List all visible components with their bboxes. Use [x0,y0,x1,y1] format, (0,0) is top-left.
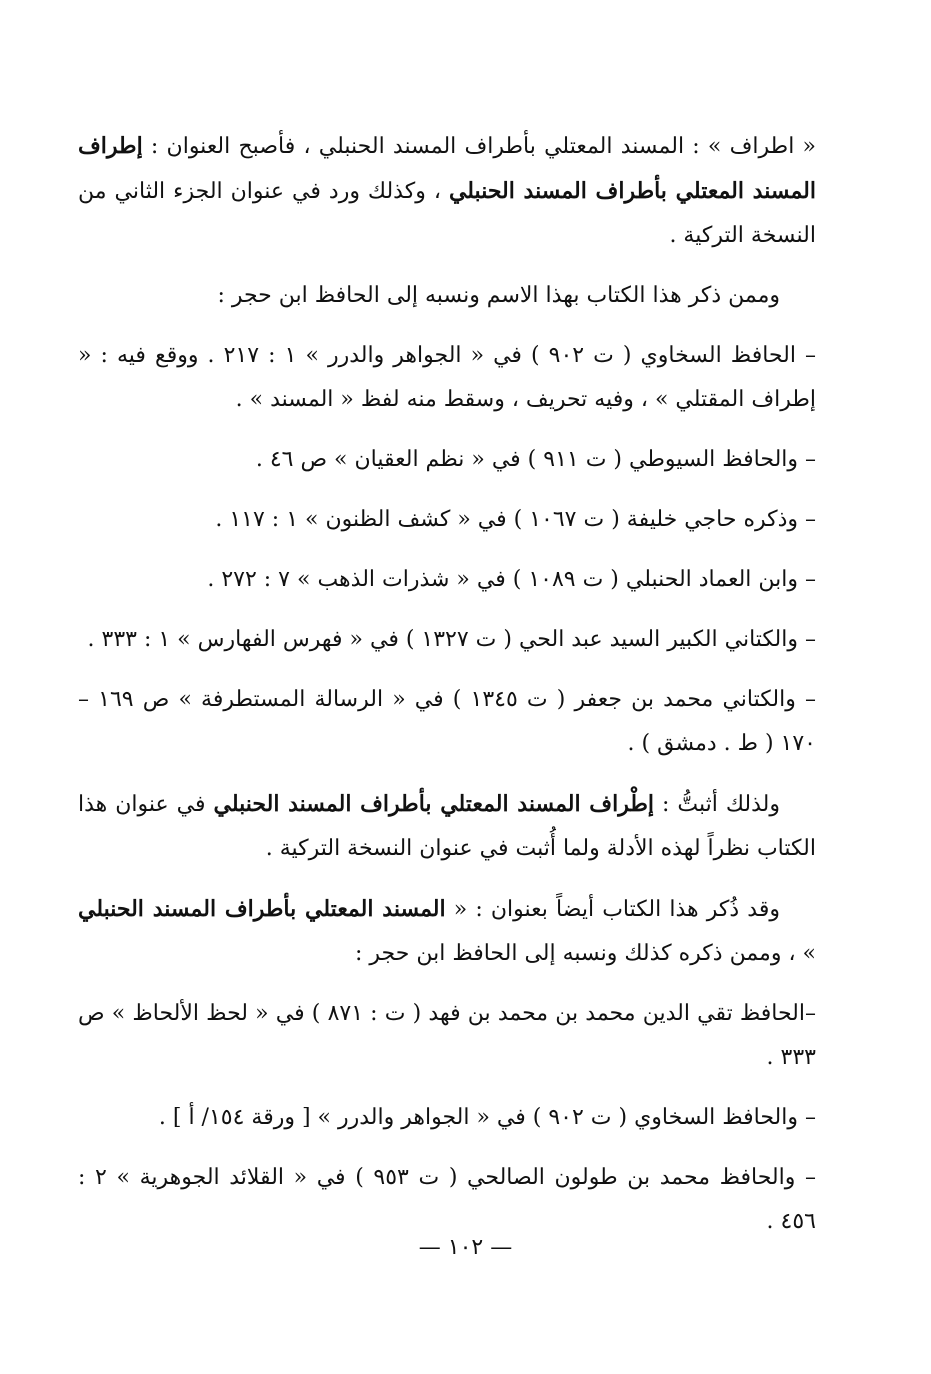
text-segment: – وابن العماد الحنبلي ( ت ١٠٨٩ ) في « شذرات الذهب » ٧ : ٢٧٢ . [207,567,816,592]
paragraph-conclusion [78,782,816,871]
bold-title-segment: المسند المعتلي بأطراف المسند الحنبلي [78,896,446,922]
text-segment: – والحافظ السخاوي ( ت ٩٠٢ ) في « الجواهر والدرر » [ ورقة ١٥٤/ أ ] . [158,1105,816,1130]
reference-item-5 [78,618,816,662]
reference-item-7 [78,992,816,1080]
text-segment: ، وكذلك ورد في عنوان الجزء الثاني من النسخة التركية . [78,179,816,248]
text-segment: – الحافظ السخاوي ( ت ٩٠٢ ) في « الجواهر والدرر » ١ : ٢١٧ . ووقع فيه : « إطراف المقتلي » ، وفيه تحريف ، وسقط منه لفظ « المسند » . [78,343,816,412]
reference-item-3 [78,498,816,542]
reference-item-8 [78,1096,816,1140]
paragraph-2 [78,274,816,318]
paragraph-1 [78,124,816,258]
text-segment: – والحافظ محمد بن طولون الصالحي ( ت ٩٥٣ ) في « القلائد الجوهرية » ٢ : ٤٥٦ . [78,1165,817,1234]
body-text [78,124,816,1260]
paragraph-alt-title [78,887,816,976]
bold-title-segment: إطْراف المسند المعتلي بأطراف المسند الحنبلي [213,791,654,817]
page-number: — ١٠٢ — [418,1235,513,1260]
text-segment: – والكتاني محمد بن جعفر ( ت ١٣٤٥ ) في « الرسالة المستطرفة » ص ١٦٩ – ١٧٠ ( ط . دمشق ) . [78,687,816,756]
text-segment: « اطراف » : المسند المعتلي بأطراف المسند الحنبلي ، فأصبح العنوان : [142,134,816,159]
reference-item-2 [78,438,816,482]
bold-title-segment: إطراف المسند المعتلي بأطراف المسند الحنبلي [78,133,817,204]
reference-item-4 [78,558,816,602]
text-segment: » ، وممن ذكره كذلك ونسبه إلى الحافظ ابن حجر : [355,941,816,966]
text-segment: في عنوان هذا الكتاب نظراً لهذه الأدلة ولما أُثبت في عنوان النسخة التركية . [78,792,816,861]
text-segment: وقد ذُكر هذا الكتاب أيضاً بعنوان : « [445,897,780,922]
text-segment: –الحافظ تقي الدين محمد بن محمد بن فهد ( ت : ٨٧١ ) في « لحظ الألحاظ » ص ٣٣٣ . [78,1001,816,1070]
text-segment: وممن ذكر هذا الكتاب بهذا الاسم ونسبه إلى الحافظ ابن حجر : [217,283,780,308]
text-segment: ولذلك أثبتُّ : [653,792,780,817]
text-segment: – وذكره حاجي خليفة ( ت ١٠٦٧ ) في « كشف الظنون » ١ : ١١٧ . [215,507,816,532]
text-segment: – والكتاني الكبير السيد عبد الحي ( ت ١٣٢٧ ) في « فهرس الفهارس » ١ : ٣٣٣ . [87,627,816,652]
text-segment: – والحافظ السيوطي ( ت ٩١١ ) في « نظم العقيان » ص ٤٦ . [255,447,816,472]
reference-item-6 [78,678,816,766]
reference-item-1 [78,334,816,422]
